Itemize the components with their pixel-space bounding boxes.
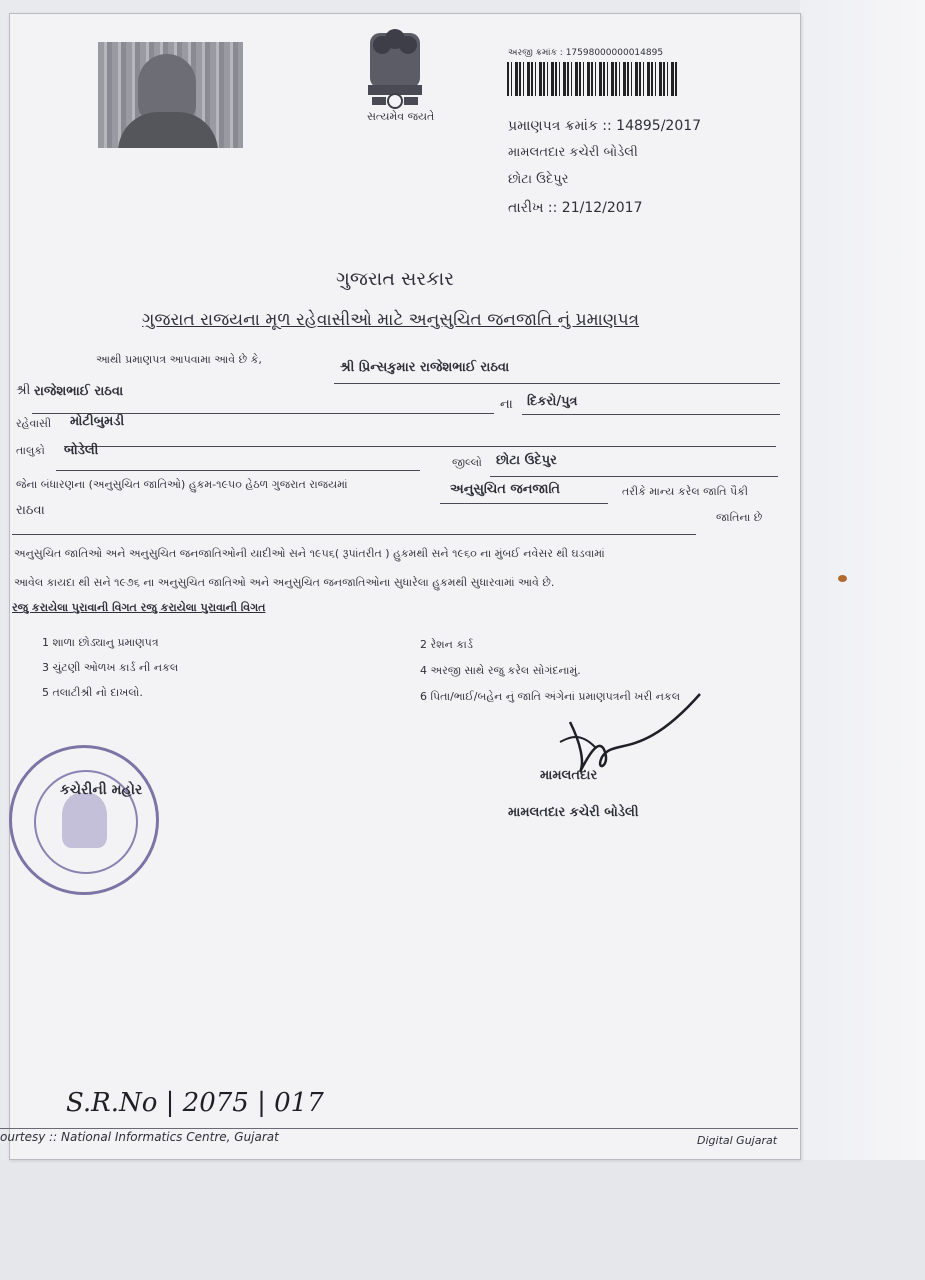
issuing-office: મામલતદાર કચેરી બોડેલી bbox=[508, 145, 638, 160]
evidence-item-1: 1 શાળા છોડ્યાનુ પ્રમાણપત્ર bbox=[42, 636, 159, 649]
office-seal bbox=[9, 745, 159, 895]
evidence-item-3: 3 ચુંટણી ઓળખ કાર્ડ ની નકલ bbox=[42, 661, 179, 674]
constitution-text: જેના બંધારણના (અનુસુચિત જાતિઓ) હુકમ-૧૯૫૦ હેઠળ ગુજરાત રાજયમાં bbox=[16, 478, 348, 491]
footer-rule bbox=[0, 1128, 798, 1129]
recognized-text: તરીકે માન્ય કરેલ જાતિ પૈકી bbox=[622, 485, 749, 498]
signatory-office: મામલતદાર કચેરી બોડેલી bbox=[508, 805, 639, 820]
evidence-item-6: 6 પિતા/ભાઈ/બહેન નું જાતિ અંગેનાં પ્રમાણપત્રની ખરી નકલ bbox=[420, 690, 681, 703]
signature-scribble bbox=[540, 692, 710, 777]
footer-courtesy: ourtesy :: National Informatics Centre, Gujarat bbox=[0, 1130, 279, 1144]
village-name: મોટીબુમડી bbox=[70, 414, 125, 429]
signatory-designation: મામલતદાર bbox=[540, 768, 598, 783]
father-name: રાજેશભાઈ રાઠવા bbox=[34, 384, 124, 399]
para-line-1: અનુસુચિત જાતિઓ અને અનુસુચિત જનજાતિઓની યાદીઓ સને ૧૯૫૬( રૂપાંતરીત ) હુકમથી સને ૧૯૬૦ ના મુંબઈ નવેસર થી ઘડવામાં bbox=[14, 547, 605, 560]
district-label: જીલ્લો bbox=[452, 456, 482, 469]
na-label: ના bbox=[500, 397, 513, 412]
resident-label: રહેવાસી bbox=[16, 417, 52, 430]
evidence-item-5: 5 તલાટીશ્રી નો દાખલો. bbox=[42, 686, 143, 699]
evidence-item-4: 4 અરજી સાથે રજુ કરેલ સોગંદનામું. bbox=[420, 664, 581, 677]
stain-mark bbox=[838, 575, 847, 582]
category: અનુસુચિત જનજાતિ bbox=[450, 482, 561, 497]
father-prefix: શ્રી bbox=[16, 383, 31, 398]
taluka-label: તાલુકો bbox=[16, 444, 45, 457]
footer-brand: Digital Gujarat bbox=[697, 1134, 778, 1147]
district-name: છોટા ઉદેપુર bbox=[496, 453, 557, 468]
government-title: ગુજરાત સરકાર bbox=[336, 268, 455, 290]
background-right bbox=[800, 0, 925, 1280]
applicant-name: શ્રી પ્રિન્સકુમાર રાજેશભાઈ રાઠવા bbox=[340, 360, 510, 375]
seal-label: કચેરીની મહોર bbox=[60, 782, 143, 798]
background-bottom bbox=[0, 1160, 925, 1280]
application-number: અરજી ક્રમાંક : 17598000000014895 bbox=[508, 48, 664, 58]
handwritten-serial: S.R.No | 2075 | 017 bbox=[66, 1088, 324, 1118]
issuing-district: છોટા ઉદેપુર bbox=[508, 172, 569, 187]
taluka-name: બોડેલી bbox=[64, 443, 99, 458]
caste-name: રાઠવા bbox=[16, 503, 45, 518]
barcode bbox=[507, 62, 677, 96]
evidence-item-2: 2 રેશન કાર્ડ bbox=[420, 638, 473, 651]
relation: દિકરો/પુત્ર bbox=[527, 394, 578, 409]
certificate-title: ગુજરાત રાજયના મૂળ રહેવાસીઓ માટે અનુસુચિત જનજાતિ નું પ્રમાણપત્ર bbox=[142, 310, 640, 330]
caste-suffix: જાતિના છે bbox=[716, 511, 763, 524]
intro-text: આથી પ્રમાણપત્ર આપવામા આવે છે કે, bbox=[96, 353, 262, 366]
applicant-photo bbox=[98, 42, 243, 148]
issue-date: તારીખ :: 21/12/2017 bbox=[508, 200, 643, 216]
para-line-2: આવેલ કાયદા થી સને ૧૯૭૬ ના અનુસુચિત જાતિઓ અને અનુસુચિત જનજાતિઓના સુધારેલા હુકમથી સુધારવામાં આવે છે. bbox=[14, 576, 555, 589]
emblem-motto: સત્યમેવ જયતે bbox=[367, 110, 435, 123]
certificate-number: પ્રમાણપત્ર ક્રમાંક :: 14895/2017 bbox=[508, 118, 702, 134]
evidence-heading: રજુ કરાયેલા પુરાવાની વિગત રજુ કરાયેલા પુરાવાની વિગત bbox=[12, 601, 266, 614]
